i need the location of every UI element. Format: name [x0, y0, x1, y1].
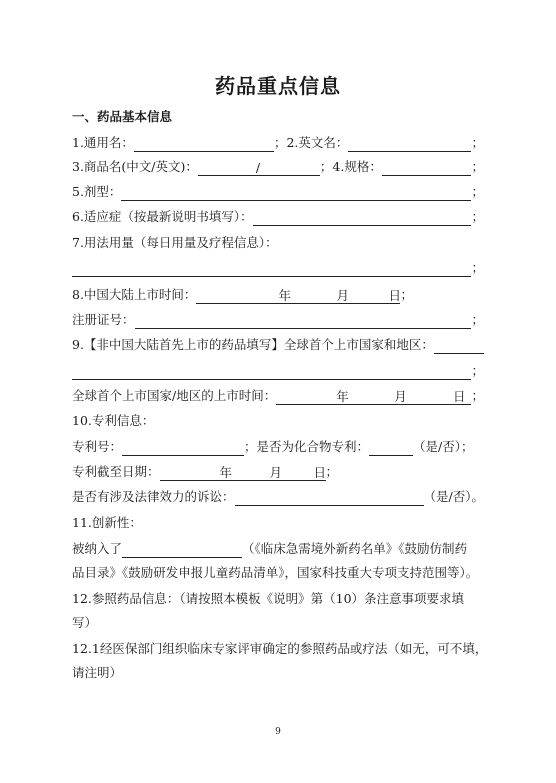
label-litigation: 是否有涉及法律效力的诉讼： [72, 489, 235, 504]
page-number: 9 [275, 727, 281, 737]
label-reference-12-1: 12.1经医保部门组织临床专家评审确定的参照药品或疗法（如无，可不填， [72, 641, 488, 656]
field-row-global-first-country-cont [72, 362, 484, 380]
label-generic-name: 1.通用名： [72, 135, 134, 150]
label-global-first-country: 9.【非中国大陆首先上市的药品填写】全球首个上市国家和地区： [72, 337, 434, 352]
label-included-in: 被纳入了 [72, 541, 123, 556]
label-reference-drug-info: 12.参照药品信息：（请按照本模板《说明》第（10）条注意事项要求填 [72, 591, 465, 606]
text-row-reference-12-1-cont: 请注明） [72, 665, 123, 680]
label-patent-number: 专利号： [72, 439, 123, 454]
label-usage-dosage: 7.用法用量（每日用量及疗程信息）： [72, 235, 278, 250]
field-row-generic-english-name [72, 134, 484, 152]
blank-china-launch-date[interactable]: 年 月 日 [196, 289, 400, 304]
field-row-china-launch-date [72, 286, 484, 304]
label-innovation: 11.创新性： [72, 515, 142, 530]
blank-global-first-country-cont[interactable] [72, 365, 471, 380]
text-row-included-in-cont [72, 564, 484, 582]
blank-litigation[interactable] [235, 491, 424, 506]
blank-registration-no[interactable] [135, 314, 472, 329]
document-title: 药品重点信息 [215, 74, 341, 98]
blank-dosage-form[interactable] [121, 186, 471, 201]
field-row-innovation-heading [72, 514, 484, 532]
label-trade-name: 3.商品名(中文/英文)： [72, 159, 198, 174]
field-row-patent-number [72, 438, 484, 456]
blank-trade-name[interactable] [198, 161, 320, 176]
blank-english-name[interactable] [348, 137, 471, 152]
included-in-lists-text-cont: 品目录》《鼓励研发申报儿童药品清单》，国家科技重大专项支持范围等）。 [72, 565, 479, 580]
field-row-usage-label [72, 234, 484, 252]
blank-patent-expiry[interactable]: 年 月 日 [160, 466, 326, 481]
section-heading-basic-info: 一、药品基本信息 [72, 109, 173, 124]
label-global-launch-date: 全球首个上市国家/地区的上市时间： [72, 388, 277, 403]
semicolon: ； [471, 159, 484, 174]
semicolon: ； [325, 464, 339, 479]
semicolon: ； [471, 135, 484, 150]
text-row-reference-drug-cont: 写） [72, 615, 98, 630]
semicolon: ； [471, 388, 484, 403]
label-china-launch-date: 8.中国大陆上市时间： [72, 287, 197, 302]
label-english-name: ；2.英文名： [273, 135, 349, 150]
field-row-patent-expiry [72, 463, 484, 481]
field-row-trade-name-spec [72, 158, 484, 176]
label-dosage-form: 5.剂型： [72, 184, 122, 199]
field-row-litigation [72, 488, 484, 506]
semicolon: ； [471, 260, 484, 275]
label-patent-info: 10.专利信息： [72, 413, 155, 428]
blank-compound-patent[interactable] [369, 441, 413, 456]
semicolon: ； [471, 363, 484, 378]
label-spec: ；4.规格： [319, 159, 382, 174]
yes-no-hint: （是/否）； [413, 439, 474, 454]
yes-no-hint: （是/否）。 [423, 489, 484, 504]
field-row-registration-no [72, 311, 484, 329]
field-row-global-first-country [72, 336, 484, 354]
included-in-lists-text: （《临床急需境外新药名单》《鼓励仿制药 [242, 541, 468, 556]
blank-global-first-country[interactable] [434, 339, 484, 354]
field-row-global-launch-date [72, 387, 484, 405]
semicolon: ； [471, 312, 484, 327]
label-indication: 6.适应症（按最新说明书填写）： [72, 209, 253, 224]
blank-spec[interactable] [382, 161, 472, 176]
blank-usage-dosage[interactable] [72, 262, 471, 277]
label-patent-expiry: 专利截至日期： [72, 464, 160, 479]
trade-name-slash: / [255, 160, 261, 175]
semicolon: ； [471, 184, 484, 199]
blank-global-launch-date[interactable]: 年 月 日 [276, 390, 471, 405]
semicolon: ； [400, 287, 413, 302]
semicolon: ； [471, 209, 484, 224]
blank-patent-number[interactable] [122, 441, 244, 456]
field-row-indication [72, 208, 484, 226]
field-row-dosage-form [72, 183, 484, 201]
text-row-reference-drug [72, 590, 484, 608]
label-registration-no: 注册证号： [72, 312, 135, 327]
blank-included-in[interactable] [122, 543, 242, 558]
field-row-usage-blank [72, 259, 484, 277]
blank-indication[interactable] [253, 211, 472, 226]
label-compound-patent: ；是否为化合物专利： [244, 439, 370, 454]
field-row-patent-heading [72, 412, 484, 430]
text-row-reference-12-1 [72, 640, 488, 658]
field-row-included-in [72, 540, 484, 558]
blank-generic-name[interactable] [134, 137, 274, 152]
